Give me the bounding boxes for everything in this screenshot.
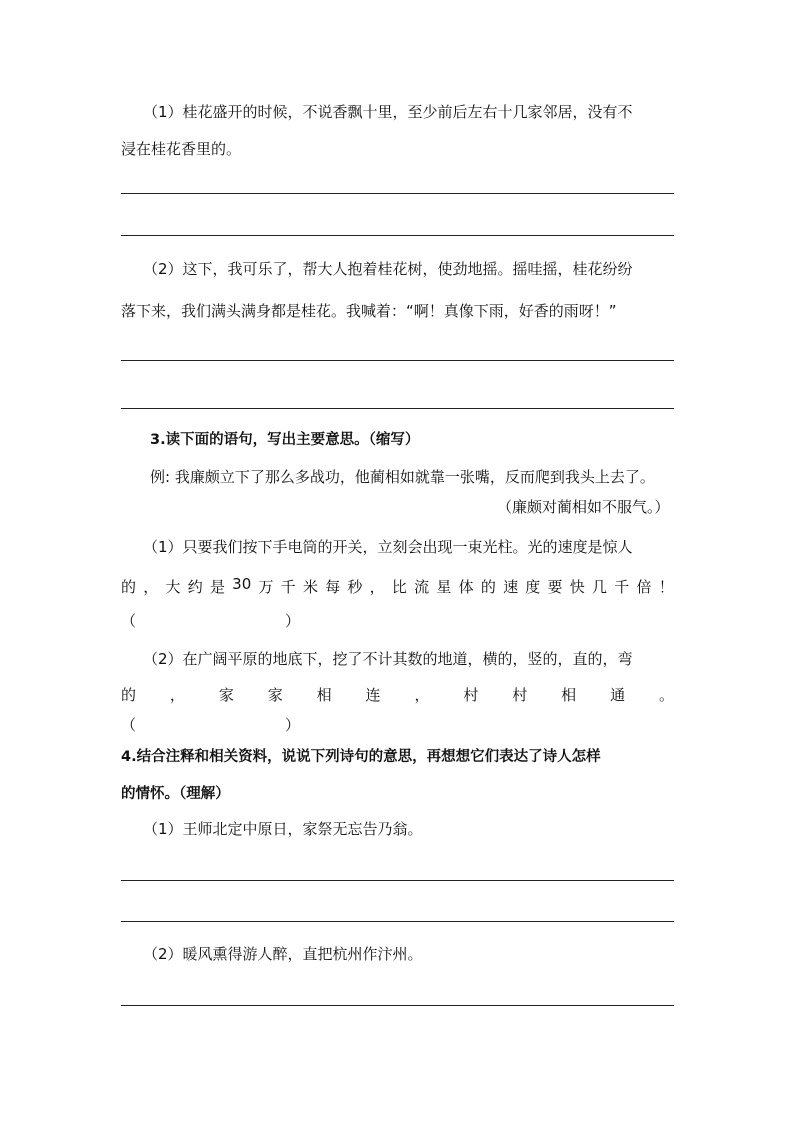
q3-item2-blank-open: （ (121, 716, 137, 734)
char: 约 (187, 578, 203, 596)
char: 。 (658, 686, 674, 704)
q4-item2: （2）暖风熏得游人醉，直把杭州作汴州。 (143, 945, 423, 963)
char: 流 (414, 578, 430, 596)
char: 家 (267, 686, 283, 704)
char: 米 (302, 578, 318, 596)
char: ， (143, 578, 159, 596)
char: ， (414, 686, 430, 704)
char: 倍 (636, 578, 652, 596)
char: 每 (325, 578, 341, 596)
char: 速 (503, 578, 519, 596)
char: 家 (218, 686, 234, 704)
char: 几 (592, 578, 608, 596)
char: 比 (391, 578, 407, 596)
q3-item2-line2 (121, 685, 674, 705)
q3-item1-line1: （1）只要我们按下手电筒的开关，立刻会出现一束光柱。光的速度是惊人 (143, 538, 633, 556)
q2-item1-line2: 浸在桂花香里的。 (121, 140, 242, 158)
char: 度 (525, 578, 541, 596)
char: ， (369, 578, 385, 596)
char: 的 (121, 686, 137, 704)
q3-heading: 3.读下面的语句，写出主要意思。（缩写） (150, 432, 420, 448)
q4-heading-line2: 的情怀。（理解） (121, 786, 230, 802)
char: 30 (232, 575, 252, 593)
answer-line (121, 921, 674, 922)
q4-heading-line1: 4.结合注释和相关资料，说说下列诗句的意思，再想想它们表达了诗人怎样 (121, 749, 601, 765)
char: 相 (316, 686, 332, 704)
answer-line (121, 193, 674, 194)
answer-line (121, 235, 674, 236)
char: 是 (209, 578, 225, 596)
char: 千 (614, 578, 630, 596)
char: 村 (512, 686, 528, 704)
char: 的 (121, 578, 137, 596)
answer-line (121, 1005, 674, 1006)
char: 连 (365, 686, 381, 704)
char: 通 (610, 686, 626, 704)
char: 千 (280, 578, 296, 596)
q3-item1-line2 (121, 577, 674, 597)
char: ！ (658, 578, 674, 596)
q2-item1-line1: （1）桂花盛开的时候，不说香飘十里，至少前后左右十几家邻居，没有不 (143, 103, 633, 121)
q2-item2-line2: 落下来，我们满头满身都是桂花。我喊着：“啊！真像下雨，好香的雨呀！” (121, 302, 617, 320)
q3-item1-blank-open: （ (121, 612, 137, 630)
char: 大 (165, 578, 181, 596)
char: 秒 (347, 578, 363, 596)
answer-line (121, 880, 674, 881)
q3-example: 例: 我廉颇立下了那么多战功，他蔺相如就靠一张嘴，反而爬到我头上去了。 (150, 468, 655, 486)
char: 快 (569, 578, 585, 596)
q3-item2-line1: （2）在广阔平原的地底下，挖了不计其数的地道，横的，竖的，直的，弯 (143, 650, 633, 668)
char: ， (169, 686, 185, 704)
char: 万 (258, 578, 274, 596)
char: 要 (547, 578, 563, 596)
q3-item1-blank-close: ） (285, 612, 301, 630)
q3-example-answer: （廉颇对蔺相如不服气。） (497, 498, 670, 516)
answer-line (121, 360, 674, 361)
char: 体 (458, 578, 474, 596)
char: 村 (463, 686, 479, 704)
char: 星 (436, 578, 452, 596)
q2-item2-line1: （2）这下，我可乐了，帮大人抱着桂花树，使劲地摇。摇哇摇，桂花纷纷 (143, 260, 633, 278)
answer-line (121, 408, 674, 409)
char: 的 (480, 578, 496, 596)
q4-item1: （1）王师北定中原日，家祭无忘告乃翁。 (143, 820, 423, 838)
q3-item2-blank-close: ） (285, 716, 301, 734)
char: 相 (561, 686, 577, 704)
